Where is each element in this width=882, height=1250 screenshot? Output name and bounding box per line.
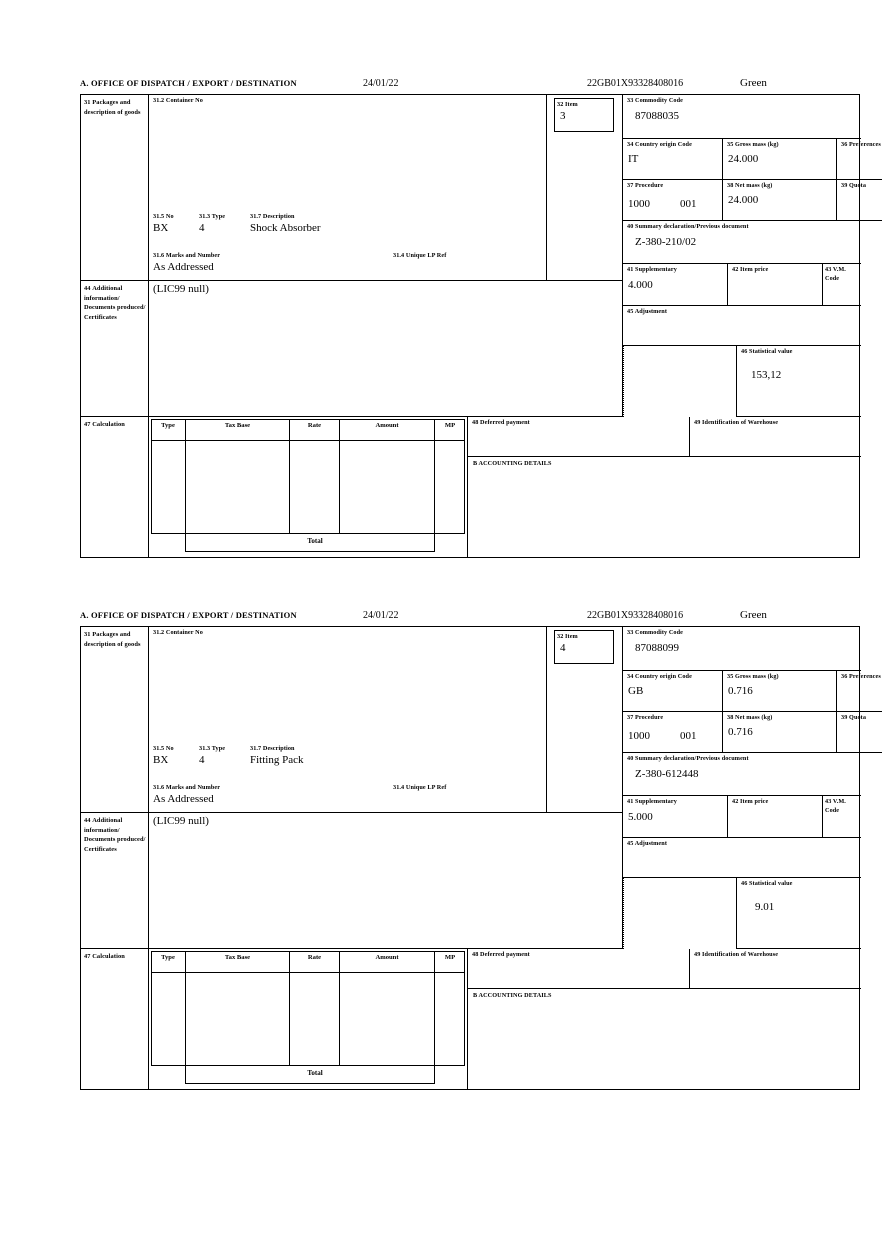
- box45-adjustment-2: [623, 838, 861, 878]
- box47-column-rate: Rate: [307, 422, 322, 429]
- box34-label: 34 Country origin Code: [627, 141, 692, 148]
- box33-value: 87088035: [635, 109, 679, 122]
- boxB-value: [468, 469, 861, 472]
- box46-value: 153,12: [751, 368, 782, 381]
- box45-label: 45 Adjustment: [627, 308, 667, 315]
- box48-deferred-payment: [467, 417, 690, 457]
- box33-commodity-code: [623, 95, 861, 139]
- box40-previous-document-2: [623, 753, 861, 796]
- box40-label: 40 Summary declaration/Previous document: [627, 223, 749, 230]
- box47-label-line1-2: 47: [84, 953, 91, 960]
- box37-value-1-2: 1000: [628, 730, 650, 742]
- box34-value-2: GB: [628, 684, 644, 697]
- box43-label: 43 V.M. Code: [825, 266, 846, 282]
- box31-label-line4: of goods: [117, 108, 141, 116]
- box42-label-2: 42 Item price: [732, 798, 769, 805]
- box48-value-2: [468, 960, 689, 963]
- box47-total-label: Total: [307, 537, 323, 545]
- box44-label-2: [81, 813, 149, 949]
- box36-label-2: 36 Preferences: [841, 673, 881, 680]
- box47-label-2: [81, 949, 149, 1090]
- box46-value-2: 9.01: [755, 900, 775, 913]
- boxB-label-2: B ACCOUNTING DETAILS: [473, 992, 552, 999]
- box44-value: (LIC99 null): [153, 283, 209, 295]
- customs-lane-status: Green: [740, 77, 767, 89]
- box48-deferred-payment-2: [467, 949, 690, 989]
- box31-marks-value-2: As Addressed: [153, 793, 214, 805]
- box44-label-line1: 44: [84, 285, 91, 292]
- box47-column-type: Type: [161, 422, 175, 429]
- box47-column-tax-base-2: Tax Base: [224, 954, 251, 961]
- box34-country-origin: [623, 139, 723, 180]
- box36-preferences: [837, 139, 882, 180]
- box31-description-label: 31.7 Description: [250, 213, 295, 220]
- box35-gross-mass-2: [723, 671, 837, 712]
- box49-label: 49 Identification of Warehouse: [694, 419, 779, 426]
- box32-item-container-2: [547, 627, 623, 813]
- box47-column-mp: MP: [444, 422, 456, 429]
- box43-value-2: [823, 815, 861, 819]
- box31-marks-label-2: 31.6 Marks and Number: [153, 784, 221, 791]
- box49-value: [690, 428, 861, 431]
- box37-label-2: 37 Procedure: [627, 714, 664, 721]
- box38-net-mass: [723, 180, 837, 221]
- box44-label-line1-2: 44: [84, 817, 91, 824]
- box31-label-line4-2: of goods: [117, 640, 141, 648]
- office-of-dispatch-label-2: A. OFFICE OF DISPATCH / EXPORT / DESTINATION: [80, 610, 297, 620]
- box40-value-2: Z-380-612448: [635, 767, 699, 780]
- box37-label: 37 Procedure: [627, 182, 664, 189]
- declaration-date: 24/01/22: [363, 78, 399, 89]
- box31-description-value-2: Fitting Pack: [250, 754, 304, 766]
- box34-value: IT: [628, 152, 639, 165]
- declaration-grid: [80, 94, 881, 558]
- box47-column-amount: Amount: [375, 422, 399, 429]
- box38-value: 24.000: [728, 193, 759, 206]
- box47-calculation-table: [149, 417, 467, 558]
- box48-label-2: 48 Deferred payment: [472, 951, 530, 958]
- customs-declaration-form-1: [80, 77, 881, 558]
- box47-column-rate-2: Rate: [307, 954, 322, 961]
- box31-type-value-2: 4: [199, 754, 205, 766]
- box37-value-1: 1000: [628, 198, 650, 210]
- box47-column-amount-2: Amount: [375, 954, 399, 961]
- box31-label-line3: description: [84, 108, 116, 116]
- box33-value-2: 87088099: [635, 641, 679, 654]
- office-of-dispatch-label: A. OFFICE OF DISPATCH / EXPORT / DESTINATION: [80, 78, 297, 88]
- form-header: [80, 78, 862, 94]
- box34-country-origin-2: [623, 671, 723, 712]
- boxB-accounting-details-2: [467, 989, 861, 1090]
- box44-label-line4-2: Documents: [84, 836, 116, 843]
- box47-label-line2: Calculation: [92, 421, 125, 428]
- box46-statistical-value-2: [736, 878, 861, 949]
- box41-label: 41 Supplementary: [627, 266, 677, 273]
- movement-reference-number-2: 22GB01X93328408016: [587, 610, 684, 621]
- box45-label-2: 45 Adjustment: [627, 840, 667, 847]
- box46-label-2: 46 Statistical value: [741, 880, 793, 887]
- box42-label: 42 Item price: [732, 266, 769, 273]
- box47-label-line2-2: Calculation: [92, 953, 125, 960]
- box45-adjustment: [623, 306, 861, 346]
- box47-calculation-table-2: [149, 949, 467, 1090]
- declaration-grid-2: [80, 626, 881, 1090]
- box35-label: 35 Gross mass (kg): [727, 141, 779, 148]
- box49-value-2: [690, 960, 861, 963]
- box31-label: [81, 95, 149, 281]
- box31-lp-ref-label-2: 31.4 Unique LP Ref: [393, 784, 447, 791]
- box31-lp-ref-label: 31.4 Unique LP Ref: [393, 252, 447, 259]
- box36-value-2: [837, 682, 882, 685]
- box38-label: 38 Net mass (kg): [727, 182, 773, 189]
- box44-content-2: [149, 813, 623, 949]
- box31-type-label-2: 31.3 Type: [199, 745, 226, 752]
- box37-value-2-2: 001: [680, 730, 697, 742]
- boxB-accounting-details: [467, 457, 861, 558]
- box31-content: [149, 95, 547, 281]
- box47-column-mp-2: MP: [444, 954, 456, 961]
- box47-label: [81, 417, 149, 558]
- box35-gross-mass: [723, 139, 837, 180]
- box39-quota: [837, 180, 882, 221]
- box36-value: [837, 150, 882, 153]
- box35-value-2: 0.716: [728, 684, 753, 697]
- box41-supplementary-2: [623, 796, 728, 838]
- box38-net-mass-2: [723, 712, 837, 753]
- box44-label-line3: information/: [84, 294, 120, 302]
- box31-container-label: 31.2 Container No: [153, 97, 203, 104]
- box46-left-spacer: [623, 346, 736, 417]
- box36-preferences-2: [837, 671, 882, 712]
- box45-value: [623, 317, 861, 321]
- box31-label-2: [81, 627, 149, 813]
- box46-label: 46 Statistical value: [741, 348, 793, 355]
- customs-lane-status-2: Green: [740, 609, 767, 621]
- box45-value-2: [623, 849, 861, 853]
- box42-value-2: [728, 807, 822, 811]
- box47-column-type-2: Type: [161, 954, 175, 961]
- box44-label-line5: produced/: [117, 304, 146, 311]
- box31-no-value-2: BX: [153, 754, 169, 766]
- form-header-2: [80, 610, 862, 626]
- box44-label: [81, 281, 149, 417]
- movement-reference-number: 22GB01X93328408016: [587, 78, 684, 89]
- box32-value: 3: [560, 109, 566, 122]
- box43-value: [823, 283, 861, 287]
- box31-description-value: Shock Absorber: [250, 222, 321, 234]
- box43-label-2: 43 V.M. Code: [825, 798, 846, 814]
- box32-item-container: [547, 95, 623, 281]
- box41-value: 4.000: [628, 278, 653, 291]
- box44-content: [149, 281, 623, 417]
- box42-value: [728, 275, 822, 279]
- box49-warehouse-identification: [690, 417, 861, 457]
- box44-label-line2: Additional: [92, 285, 123, 292]
- box39-quota-2: [837, 712, 882, 753]
- box32-label-2: 32 Item: [557, 633, 578, 640]
- box35-label-2: 35 Gross mass (kg): [727, 673, 779, 680]
- box48-label: 48 Deferred payment: [472, 419, 530, 426]
- box31-label-line3-2: description: [84, 640, 116, 648]
- box33-label-2: 33 Commodity Code: [627, 629, 684, 636]
- box31-no-value: BX: [153, 222, 169, 234]
- box42-item-price: [728, 264, 823, 306]
- box32-label: 32 Item: [557, 101, 578, 108]
- box32-value-2: 4: [560, 641, 566, 654]
- box47-label-line1: 47: [84, 421, 91, 428]
- box41-value-2: 5.000: [628, 810, 653, 823]
- box31-marks-value: As Addressed: [153, 261, 214, 273]
- customs-declaration-form-2: [80, 609, 881, 1090]
- box44-label-line6-2: Certificates: [84, 845, 117, 853]
- box43-vm-code: [823, 264, 861, 306]
- box40-label-2: 40 Summary declaration/Previous document: [627, 755, 749, 762]
- box47-total-label-2: Total: [307, 1069, 323, 1077]
- box42-item-price-2: [728, 796, 823, 838]
- box31-marks-label: 31.6 Marks and Number: [153, 252, 221, 259]
- box43-vm-code-2: [823, 796, 861, 838]
- box31-content-2: [149, 627, 547, 813]
- box31-type-value: 4: [199, 222, 205, 234]
- box49-warehouse-identification-2: [690, 949, 861, 989]
- box38-label-2: 38 Net mass (kg): [727, 714, 773, 721]
- box39-value-2: [837, 723, 882, 726]
- box44-label-line5-2: produced/: [117, 836, 146, 843]
- boxB-label: B ACCOUNTING DETAILS: [473, 460, 552, 467]
- box49-label-2: 49 Identification of Warehouse: [694, 951, 779, 958]
- box40-previous-document: [623, 221, 861, 264]
- box34-label-2: 34 Country origin Code: [627, 673, 692, 680]
- declaration-date-2: 24/01/22: [363, 610, 399, 621]
- box41-label-2: 41 Supplementary: [627, 798, 677, 805]
- box37-procedure-2: [623, 712, 723, 753]
- box31-type-label: 31.3 Type: [199, 213, 226, 220]
- box39-label-2: 39 Quota: [841, 714, 867, 721]
- box31-no-label-2: 31.5 No: [153, 745, 174, 752]
- box41-supplementary: [623, 264, 728, 306]
- box47-column-tax-base: Tax Base: [224, 422, 251, 429]
- box44-label-line2-2: Additional: [92, 817, 123, 824]
- box35-value: 24.000: [728, 152, 759, 165]
- box31-container-label-2: 31.2 Container No: [153, 629, 203, 636]
- box48-value: [468, 428, 689, 431]
- box44-value-2: (LIC99 null): [153, 815, 209, 827]
- box37-value-2: 001: [680, 198, 697, 210]
- boxB-value-2: [468, 1001, 861, 1004]
- box37-procedure: [623, 180, 723, 221]
- box33-label: 33 Commodity Code: [627, 97, 684, 104]
- box31-label-line2-2: and: [119, 631, 131, 638]
- box31-label-line1-2: 31 Packages: [84, 631, 119, 638]
- box44-label-line6: Certificates: [84, 313, 117, 321]
- box31-description-label-2: 31.7 Description: [250, 745, 295, 752]
- box31-label-line1: 31 Packages: [84, 99, 119, 106]
- box40-value: Z-380-210/02: [635, 235, 697, 248]
- box44-label-line3-2: information/: [84, 826, 120, 834]
- box33-commodity-code-2: [623, 627, 861, 671]
- box44-label-line4: Documents: [84, 304, 116, 311]
- box38-value-2: 0.716: [728, 725, 753, 738]
- box39-value: [837, 191, 882, 194]
- box36-label: 36 Preferences: [841, 141, 881, 148]
- box46-statistical-value: [736, 346, 861, 417]
- box31-label-line2: and: [119, 99, 131, 106]
- box31-no-label: 31.5 No: [153, 213, 174, 220]
- box46-left-spacer-2: [623, 878, 736, 949]
- box39-label: 39 Quota: [841, 182, 867, 189]
